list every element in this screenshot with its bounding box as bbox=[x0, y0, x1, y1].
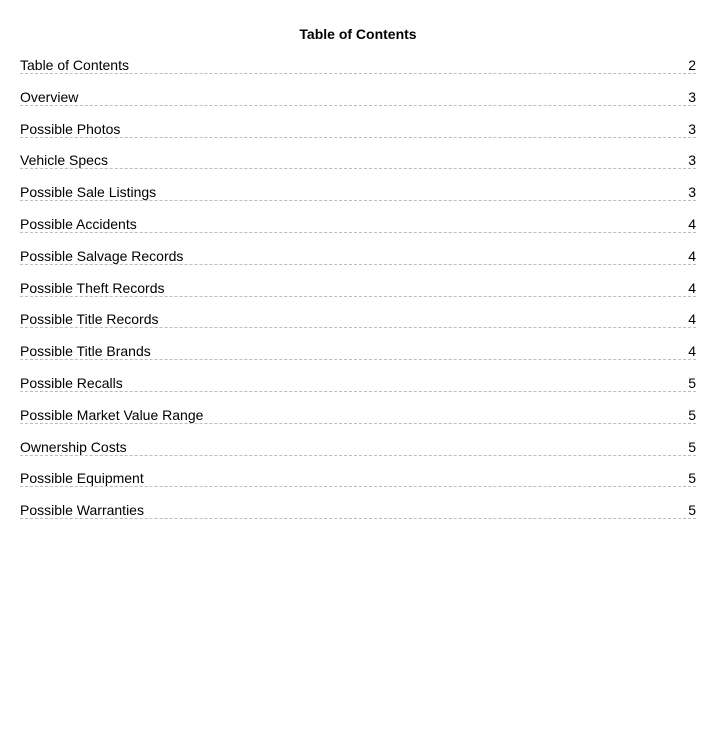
dotted-leader bbox=[20, 359, 696, 360]
toc-entry-possible-photos[interactable] bbox=[20, 121, 696, 153]
toc-entry-possible-sale-listings[interactable] bbox=[20, 184, 696, 216]
dotted-leader bbox=[20, 264, 696, 265]
toc-entry-overview[interactable] bbox=[20, 89, 696, 121]
dotted-leader bbox=[20, 73, 696, 74]
toc-entry-possible-equipment[interactable] bbox=[20, 470, 696, 502]
toc-entry-page: 4 bbox=[688, 279, 696, 296]
toc-entry-possible-theft-records[interactable] bbox=[20, 280, 696, 312]
dotted-leader bbox=[20, 232, 696, 233]
toc-entry-page: 5 bbox=[688, 438, 696, 455]
toc-entry-page: 4 bbox=[688, 343, 696, 360]
toc-entry-label: Overview bbox=[20, 88, 79, 105]
dotted-leader bbox=[20, 200, 696, 201]
toc-entry-page: 5 bbox=[688, 406, 696, 423]
toc-entry-possible-title-records[interactable] bbox=[20, 311, 696, 343]
toc-entry-possible-recalls[interactable] bbox=[20, 375, 696, 407]
toc-title: Table of Contents bbox=[299, 26, 417, 42]
toc-entry-label: Possible Market Value Range bbox=[20, 406, 204, 423]
toc-entry-possible-accidents[interactable] bbox=[20, 216, 696, 248]
toc-entry-page: 4 bbox=[688, 247, 696, 264]
toc-entry-label: Possible Title Brands bbox=[20, 343, 151, 360]
toc-entry-vehicle-specs[interactable] bbox=[20, 152, 696, 184]
toc-entry-page: 2 bbox=[688, 57, 696, 73]
dotted-leader bbox=[20, 168, 696, 169]
toc-entry-label: Possible Recalls bbox=[20, 374, 123, 391]
toc-entry-label: Possible Theft Records bbox=[20, 279, 165, 296]
dotted-leader bbox=[20, 391, 696, 392]
toc-entry-label: Possible Accidents bbox=[20, 215, 137, 232]
dotted-leader bbox=[20, 518, 696, 519]
toc-entry-label: Possible Photos bbox=[20, 120, 121, 137]
toc-list bbox=[20, 57, 696, 534]
toc-entry-possible-salvage-records[interactable] bbox=[20, 248, 696, 280]
toc-entry-label: Possible Title Records bbox=[20, 311, 159, 328]
toc-entry-table-of-contents[interactable] bbox=[20, 57, 696, 89]
toc-entry-page: 5 bbox=[688, 374, 696, 391]
toc-entry-page: 5 bbox=[688, 502, 696, 519]
toc-entry-page: 3 bbox=[688, 184, 696, 201]
toc-entry-ownership-costs[interactable] bbox=[20, 439, 696, 471]
dotted-leader bbox=[20, 327, 696, 328]
dotted-leader bbox=[20, 105, 696, 106]
dotted-leader bbox=[20, 423, 696, 424]
dotted-leader bbox=[20, 486, 696, 487]
toc-entry-label: Table of Contents bbox=[20, 57, 129, 73]
toc-entry-page: 3 bbox=[688, 152, 696, 169]
toc-entry-page: 4 bbox=[688, 215, 696, 232]
toc-entry-label: Vehicle Specs bbox=[20, 152, 108, 169]
dotted-leader bbox=[20, 296, 696, 297]
toc-entry-label: Ownership Costs bbox=[20, 438, 127, 455]
toc-entry-page: 3 bbox=[688, 120, 696, 137]
toc-entry-possible-title-brands[interactable] bbox=[20, 343, 696, 375]
dotted-leader bbox=[20, 455, 696, 456]
toc-entry-page: 5 bbox=[688, 470, 696, 487]
toc-entry-label: Possible Salvage Records bbox=[20, 247, 184, 264]
toc-entry-page: 4 bbox=[688, 311, 696, 328]
toc-entry-possible-market-value-range[interactable] bbox=[20, 407, 696, 439]
toc-entry-label: Possible Sale Listings bbox=[20, 184, 157, 201]
toc-entry-possible-warranties[interactable] bbox=[20, 502, 696, 534]
toc-entry-page: 3 bbox=[688, 88, 696, 105]
toc-entry-label: Possible Warranties bbox=[20, 502, 144, 519]
toc-entry-label: Possible Equipment bbox=[20, 470, 144, 487]
dotted-leader bbox=[20, 137, 696, 138]
